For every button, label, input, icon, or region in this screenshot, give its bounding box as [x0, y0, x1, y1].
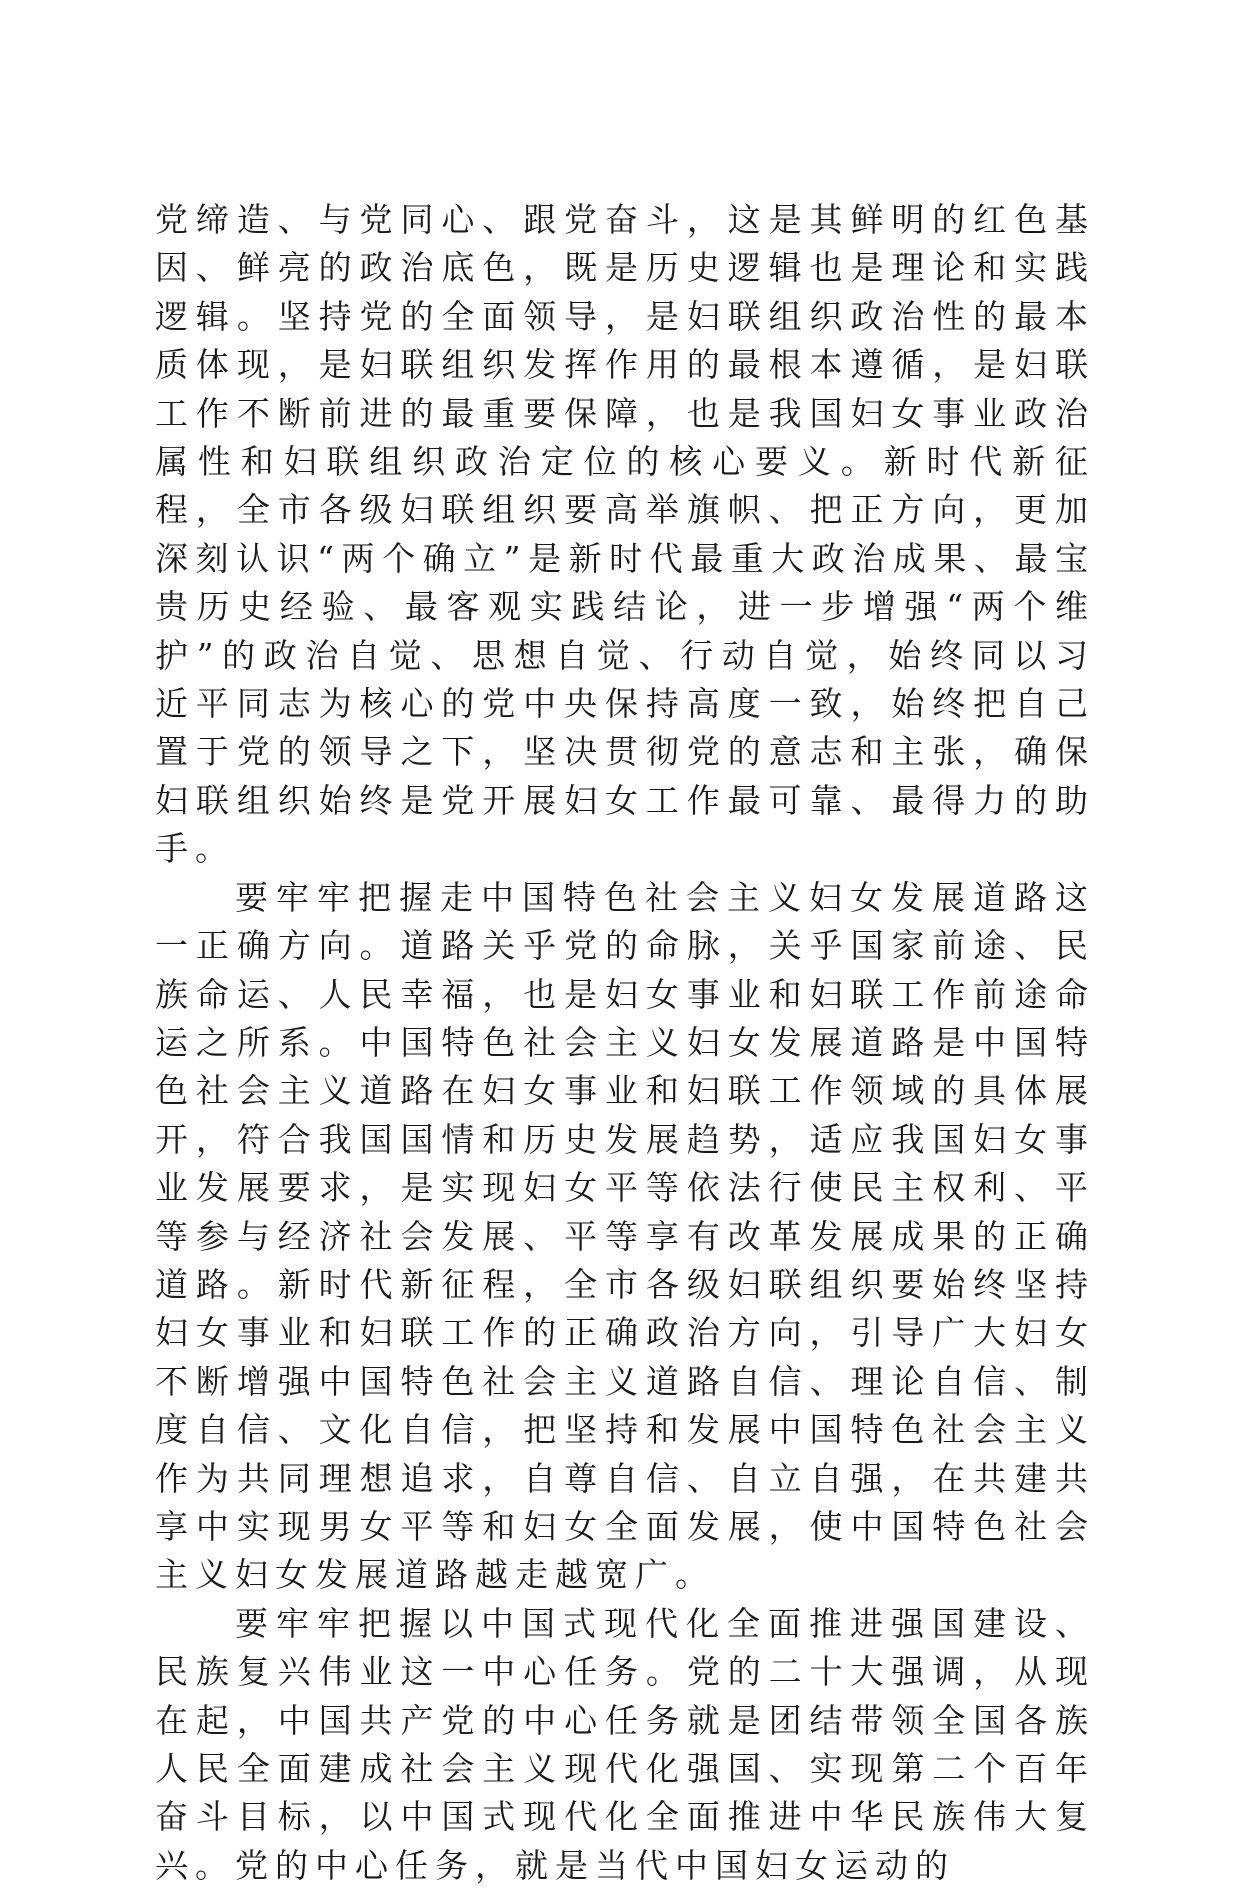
paragraph-central-task: 要牢牢把握以中国式现代化全面推进强国建设、民族复兴伟业这一中心任务。党的二十大强调，从现在起，中国共产党的中心任务就是团结带领全国各族人民全面建成社会主义现代化强国、实现第二个百年奋斗目标，以中国式现代化全面推进中华民族伟大复兴。党的中心任务，就是当代中国妇女运动的 [155, 1603, 1095, 1885]
document-body [155, 196, 1095, 1890]
paragraph-party-leadership: 党缔造、与党同心、跟党奋斗，这是其鲜明的红色基因、鲜亮的政治底色，既是历史逻辑也是理论和实践逻辑。坚持党的全面领导，是妇联组织政治性的最本质体现，是妇联组织发挥作用的最根本遵循，是妇联工作不断前进的最重要保障，也是我国妇女事业政治属性和妇联组织政治定位的核心要义。新时代新征程，全市各级妇联组织要高举旗帜、把正方向，更加深刻认识“两个确立”是新时代最重大政治成果、最宝贵历史经验、最客观实践结论，进一步增强“两个维护”的政治自觉、思想自觉、行动自觉，始终同以习近平同志为核心的党中央保持高度一致，始终把自己置于党的领导之下，坚决贯彻党的意志和主张，确保妇联组织始终是党开展妇女工作最可靠、最得力的助手。 [155, 200, 1095, 869]
paragraph-development-path: 要牢牢把握走中国特色社会主义妇女发展道路这一正确方向。道路关乎党的命脉，关乎国家前途、民族命运、人民幸福，也是妇女事业和妇联工作前途命运之所系。中国特色社会主义妇女发展道路是中国特色社会主义道路在妇女事业和妇联工作领域的具体展开，符合我国国情和历史发展趋势，适应我国妇女事业发展要求，是实现妇女平等依法行使民主权利、平等参与经济社会发展、平等享有改革发展成果的正确道路。新时代新征程，全市各级妇联组织要始终坚持妇女事业和妇联工作的正确政治方向，引导广大妇女不断增强中国特色社会主义道路自信、理论自信、制度自信、文化自信，把坚持和发展中国特色社会主义作为共同理想追求，自尊自信、自立自强，在共建共享中实现男女平等和妇女全面发展，使中国特色社会主义妇女发展道路越走越宽广。 [155, 877, 1095, 1595]
